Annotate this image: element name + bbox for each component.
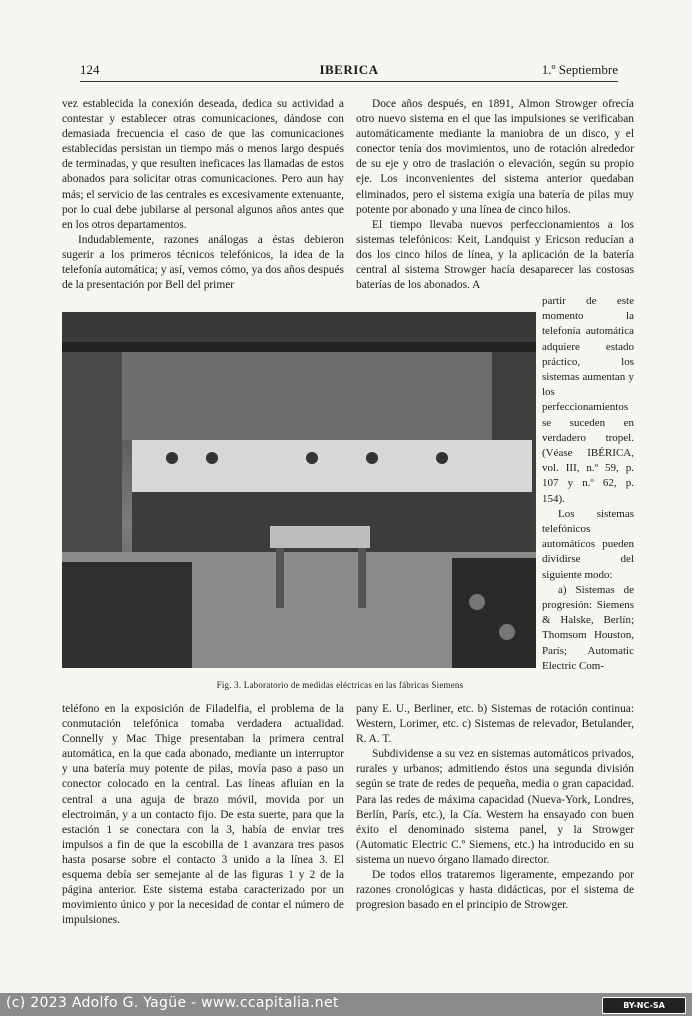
right-column-bottom [356, 702, 634, 913]
paragraph: De todos ellos trataremos ligeramente, empezando por razones cronológicas y hasta didácticas, por el sistema de progresion basado en el principio de Strowger. [356, 869, 634, 912]
paragraph: Subdividense a su vez en sistemas automáticos privados, rurales y urbanos; admitiendo éstos una segunda división según se trate de redes de pequeña, media o gran capacidad. Para las redes de máxima capacidad (Nueva-York, Londres, Berlín, París, etc.), la Cía. Western ha ensayado con buen éxito el denominado sistema panel, y la Strowger (Automatic Electric C.º Siemens, etc.) ha introducido en su sistema un nuevo órgano llamado director. [356, 748, 634, 866]
paragraph: Doce años después, en 1891, Almon Strowger ofrecía otro nuevo sistema en el que las impulsiones se verificaban automáticamente mediante la maniobra de un disco, y el conector tenía dos movimientos, uno de rotación alrededor de su eje y otro de traslación o elevación, según su propio eje. Los inconvenientes del sistema anterior quedaban eliminados, pero el sistema exigía una batería de pilas muy potente por abonado y una línea de cinco hilos. [356, 98, 634, 216]
header-rule [80, 81, 618, 82]
issue-date: 1.º Septiembre [541, 62, 618, 77]
paragraph: teléfono en la exposición de Filadelfia, el problema de la conmutación telefónica tomaba verdadera actualidad. Connelly y Mac Thige presentaban la primera central automática, en la que cada abonado, mediante un interruptor y una batería muy potente de pilas, movía paso a paso un conector colocado en la central. Las líneas afluían en la central a una aguja de brazo móvil, movida por un electroimán, y a un contacto fijo. De esta suerte, para que la estación 1 se conectara con la 3, había de enviar tres impulsos a fin de que la escobilla de 1 avanzara tres pasos hasta posarse sobre el contacto 3 unido a la línea 3. El esquema debía ser semejante al de las figuras 1 y 2 de la página anterior. Este sistema estaba caracterizado por un movimiento único y por la necesidad de contar el número de impulsiones. [62, 703, 344, 927]
paragraph: vez establecida la conexión deseada, dedica su actividad a contestar y establecer otras comunicaciones, dándose con demasiada frecuencia el caso de que las comunicaciones establecidas persistan un tiempo más o menos largo después de terminadas, y que resulten ineficaces las llamadas de estos abonados para solicitar otras comunicaciones. Pero aun hay más; el servicio de las centrales es excesivamente extenuante, por lo cual debe jubilarse al personal algunos años antes que en los otros departamentos. [62, 98, 344, 231]
paragraph: partir de este momento la telefonía automática adquiere estado práctico, los sistemas aumentan y los perfeccionamientos se suceden en verdadero tropel. (Véase IBÉRICA, vol. III, n.º 59, p. 107 y n.º 62, p. 154). [542, 295, 634, 505]
paragraph: a) Sistemas de progresión: Siemens & Halske, Berlín; Thomsom Houston, París; Automatic Electric Com- [542, 583, 634, 672]
paragraph: pany E. U., Berliner, etc. b) Sistemas de rotación continua: Western, Lorimer, etc. c) Sistemas de relevador, Betulander, R. A. T. [356, 703, 634, 746]
right-column-top [356, 97, 634, 293]
paragraph: El tiempo llevaba nuevos perfeccionamientos a los sistemas telefónicos: Keit, Landquist y Ericson reducían a dos los cinco hilos de línea, y la aplicación de la batería central al sistema Strowger hacía desaparecer las costosas baterías de los abonados. A [356, 218, 634, 292]
figure-caption: Fig. 3. Laboratorio de medidas eléctricas en las fábricas Siemens [216, 680, 464, 690]
copyright-text[interactable]: (c) 2023 Adolfo G. Yagüe - www.ccapitalia.net [6, 995, 339, 1011]
page-number: 124 [80, 62, 100, 77]
photo-illustration [62, 312, 536, 668]
page-header [80, 62, 618, 80]
paragraph: Indudablemente, razones análogas a éstas debieron sugerir a los primeros técnicos telefónicos, la idea de la telefonía automática; y así, vemos cómo, ya dos años después de la presentación por Bell del primer [62, 233, 344, 292]
laboratory-photo [62, 312, 536, 668]
copyright-footer [0, 993, 692, 1016]
left-column-top [62, 97, 344, 293]
paragraph: Los sistemas telefónicos automáticos pueden dividirse del siguiente modo: [542, 507, 634, 581]
right-narrow-column [542, 294, 634, 674]
cc-license-badge[interactable]: BY-NC-SA [602, 997, 686, 1014]
journal-title: IBERICA [319, 62, 379, 77]
left-column-bottom [62, 702, 344, 928]
